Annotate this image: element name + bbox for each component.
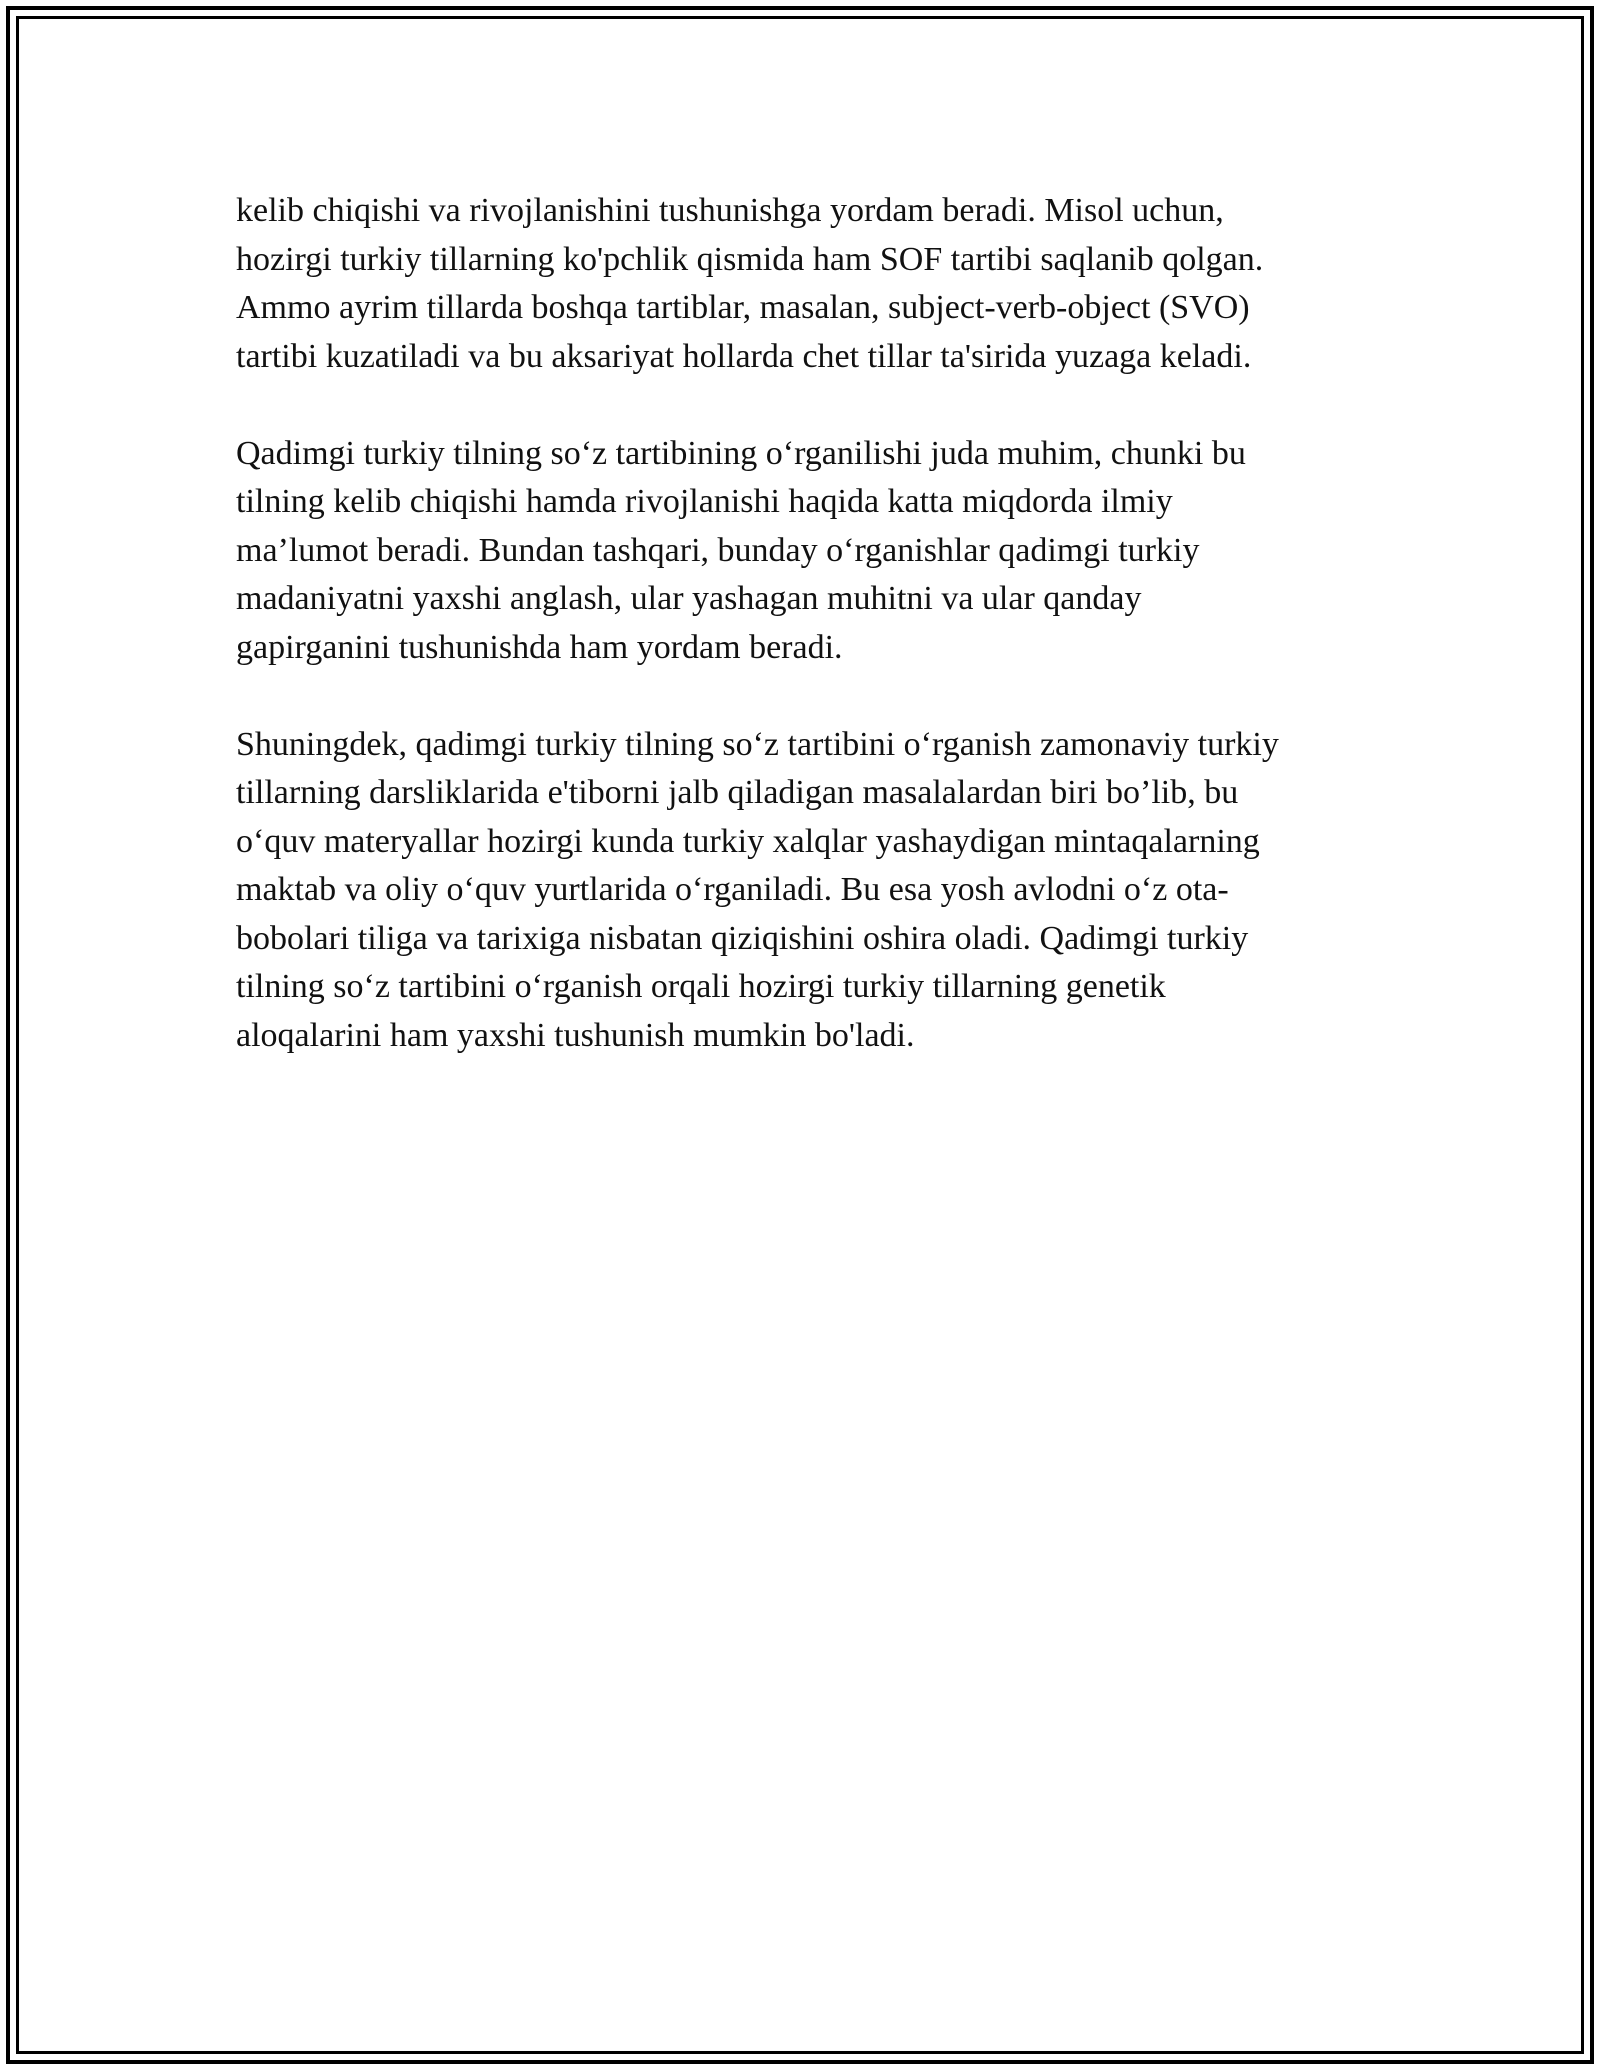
text-line: gapirganini tushunishda ham yordam beradi. [236,628,843,666]
text-line: kelib chiqishi va rivojlanishini tushunishga yordam beradi. Misol uchun, [236,192,1224,229]
text-line: Shuningdek, qadimgi turkiy tilning so‘z tartibini o‘rganish zamonaviy turkiy [236,725,1279,763]
text-line: tillarning darsliklarida e'tiborni jalb qiladigan masalalardan biri bo’lib, bu [236,774,1239,811]
text-line: maktab va oliy o‘quv yurtlarida o‘rganiladi. Bu esa yosh avlodni o‘z ota- [236,871,1229,908]
text-line: tilning so‘z tartibini o‘rganish orqali hozirgi turkiy tillarning genetik [236,968,1166,1005]
text-line: madaniyatni yaxshi anglash, ular yashagan muhitni va ular qanday [236,580,1142,617]
paragraph-1 [236,187,1376,381]
document-body [236,187,1376,1109]
text-line: o‘quv materyallar hozirgi kunda turkiy xalqlar yashaydigan mintaqalarning [236,822,1260,860]
text-line: Qadimgi turkiy tilning so‘z tartibining o‘rganilishi juda muhim, chunki bu [236,434,1246,472]
text-line: ma’lumot beradi. Bundan tashqari, bunday o‘rganishlar qadimgi turkiy [236,531,1200,569]
text-line: bobolari tiliga va tarixiga nisbatan qiziqishini oshira oladi. Qadimgi turkiy [236,919,1249,957]
text-line: Ammo ayrim tillarda boshqa tartiblar, masalan, subject-verb-object (SVO) [236,289,1250,326]
paragraph-2 [236,430,1376,673]
text-line: aloqalarini ham yaxshi tushunish mumkin bo'ladi. [236,1016,915,1054]
text-line: tilning kelib chiqishi hamda rivojlanishi haqida katta miqdorda ilmiy [236,483,1173,520]
text-line: hozirgi turkiy tillarning ko'pchlik qismida ham SOF tartibi saqlanib qolgan. [236,240,1264,278]
paragraph-3 [236,721,1376,1061]
text-line: tartibi kuzatiladi va bu aksariyat hollarda chet tillar ta'sirida yuzaga keladi. [236,337,1252,375]
